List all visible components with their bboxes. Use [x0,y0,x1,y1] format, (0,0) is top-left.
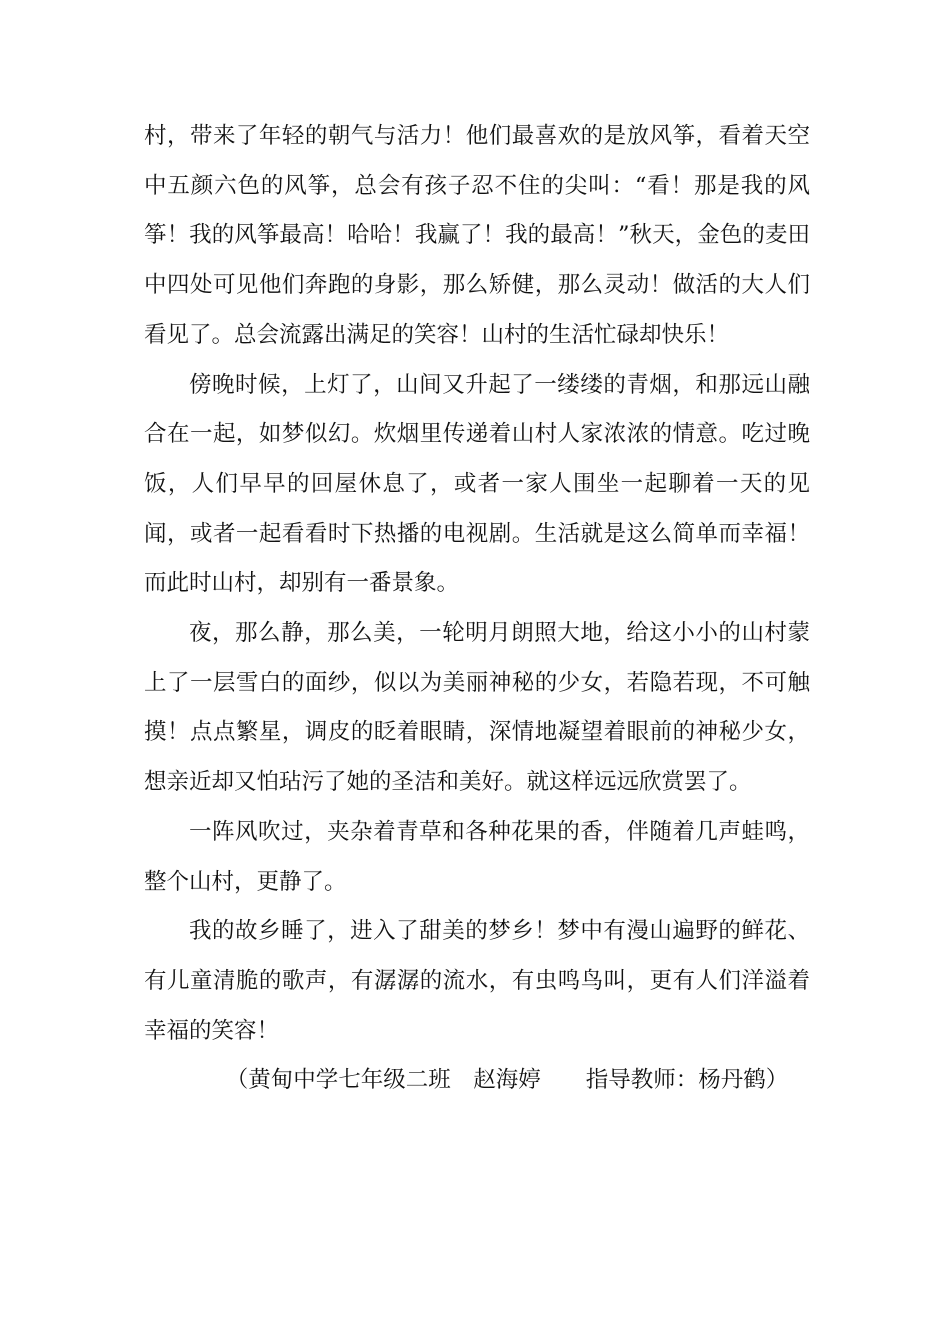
paragraph-evening: 傍晚时候，上灯了，山间又升起了一缕缕的青烟，和那远山融合在一起，如梦似幻。炊烟里传递着山村人家浓浓的情意。吃过晚饭，人们早早的回屋休息了，或者一家人围坐一起聊着一天的见闻，或者一起看看时下热播的电视剧。生活就是这么简单而幸福！而此时山村，却别有一番景象。 [144,371,810,597]
paragraph-wind: 一阵风吹过，夹杂着青草和各种花果的香，伴随着几声蛙鸣，整个山村，更静了。 [144,818,810,895]
author-signature: （黄甸中学七年级二班 赵海婷 指导教师：杨丹鹤） [225,1067,789,1094]
paragraph-continuation: 村，带来了年轻的朝气与活力！他们最喜欢的是放风筝，看着天空中五颜六色的风筝，总会有孩子忍不住的尖叫：“看！那是我的风筝！我的风筝最高！哈哈！我赢了！我的最高！”秋天，金色的麦田中四处可见他们奔跑的身影，那么矫健，那么灵动！做活的大人们看见了。总会流露出满足的笑容！山村的生活忙碌却快乐！ [144,123,810,348]
paragraph-dream: 我的故乡睡了，进入了甜美的梦乡！梦中有漫山遍野的鲜花、有儿童清脆的歌声，有潺潺的流水，有虫鸣鸟叫，更有人们洋溢着幸福的笑容！ [144,918,810,1044]
paragraph-night: 夜，那么静，那么美，一轮明月朗照大地，给这小小的山村蒙上了一层雪白的面纱，似以为美丽神秘的少女，若隐若现，不可触摸！点点繁星，调皮的眨着眼睛，深情地凝望着眼前的神秘少女，想亲近却又怕玷污了她的圣洁和美好。就这样远远欣赏罢了。 [144,620,810,796]
document-body [144,112,810,1106]
